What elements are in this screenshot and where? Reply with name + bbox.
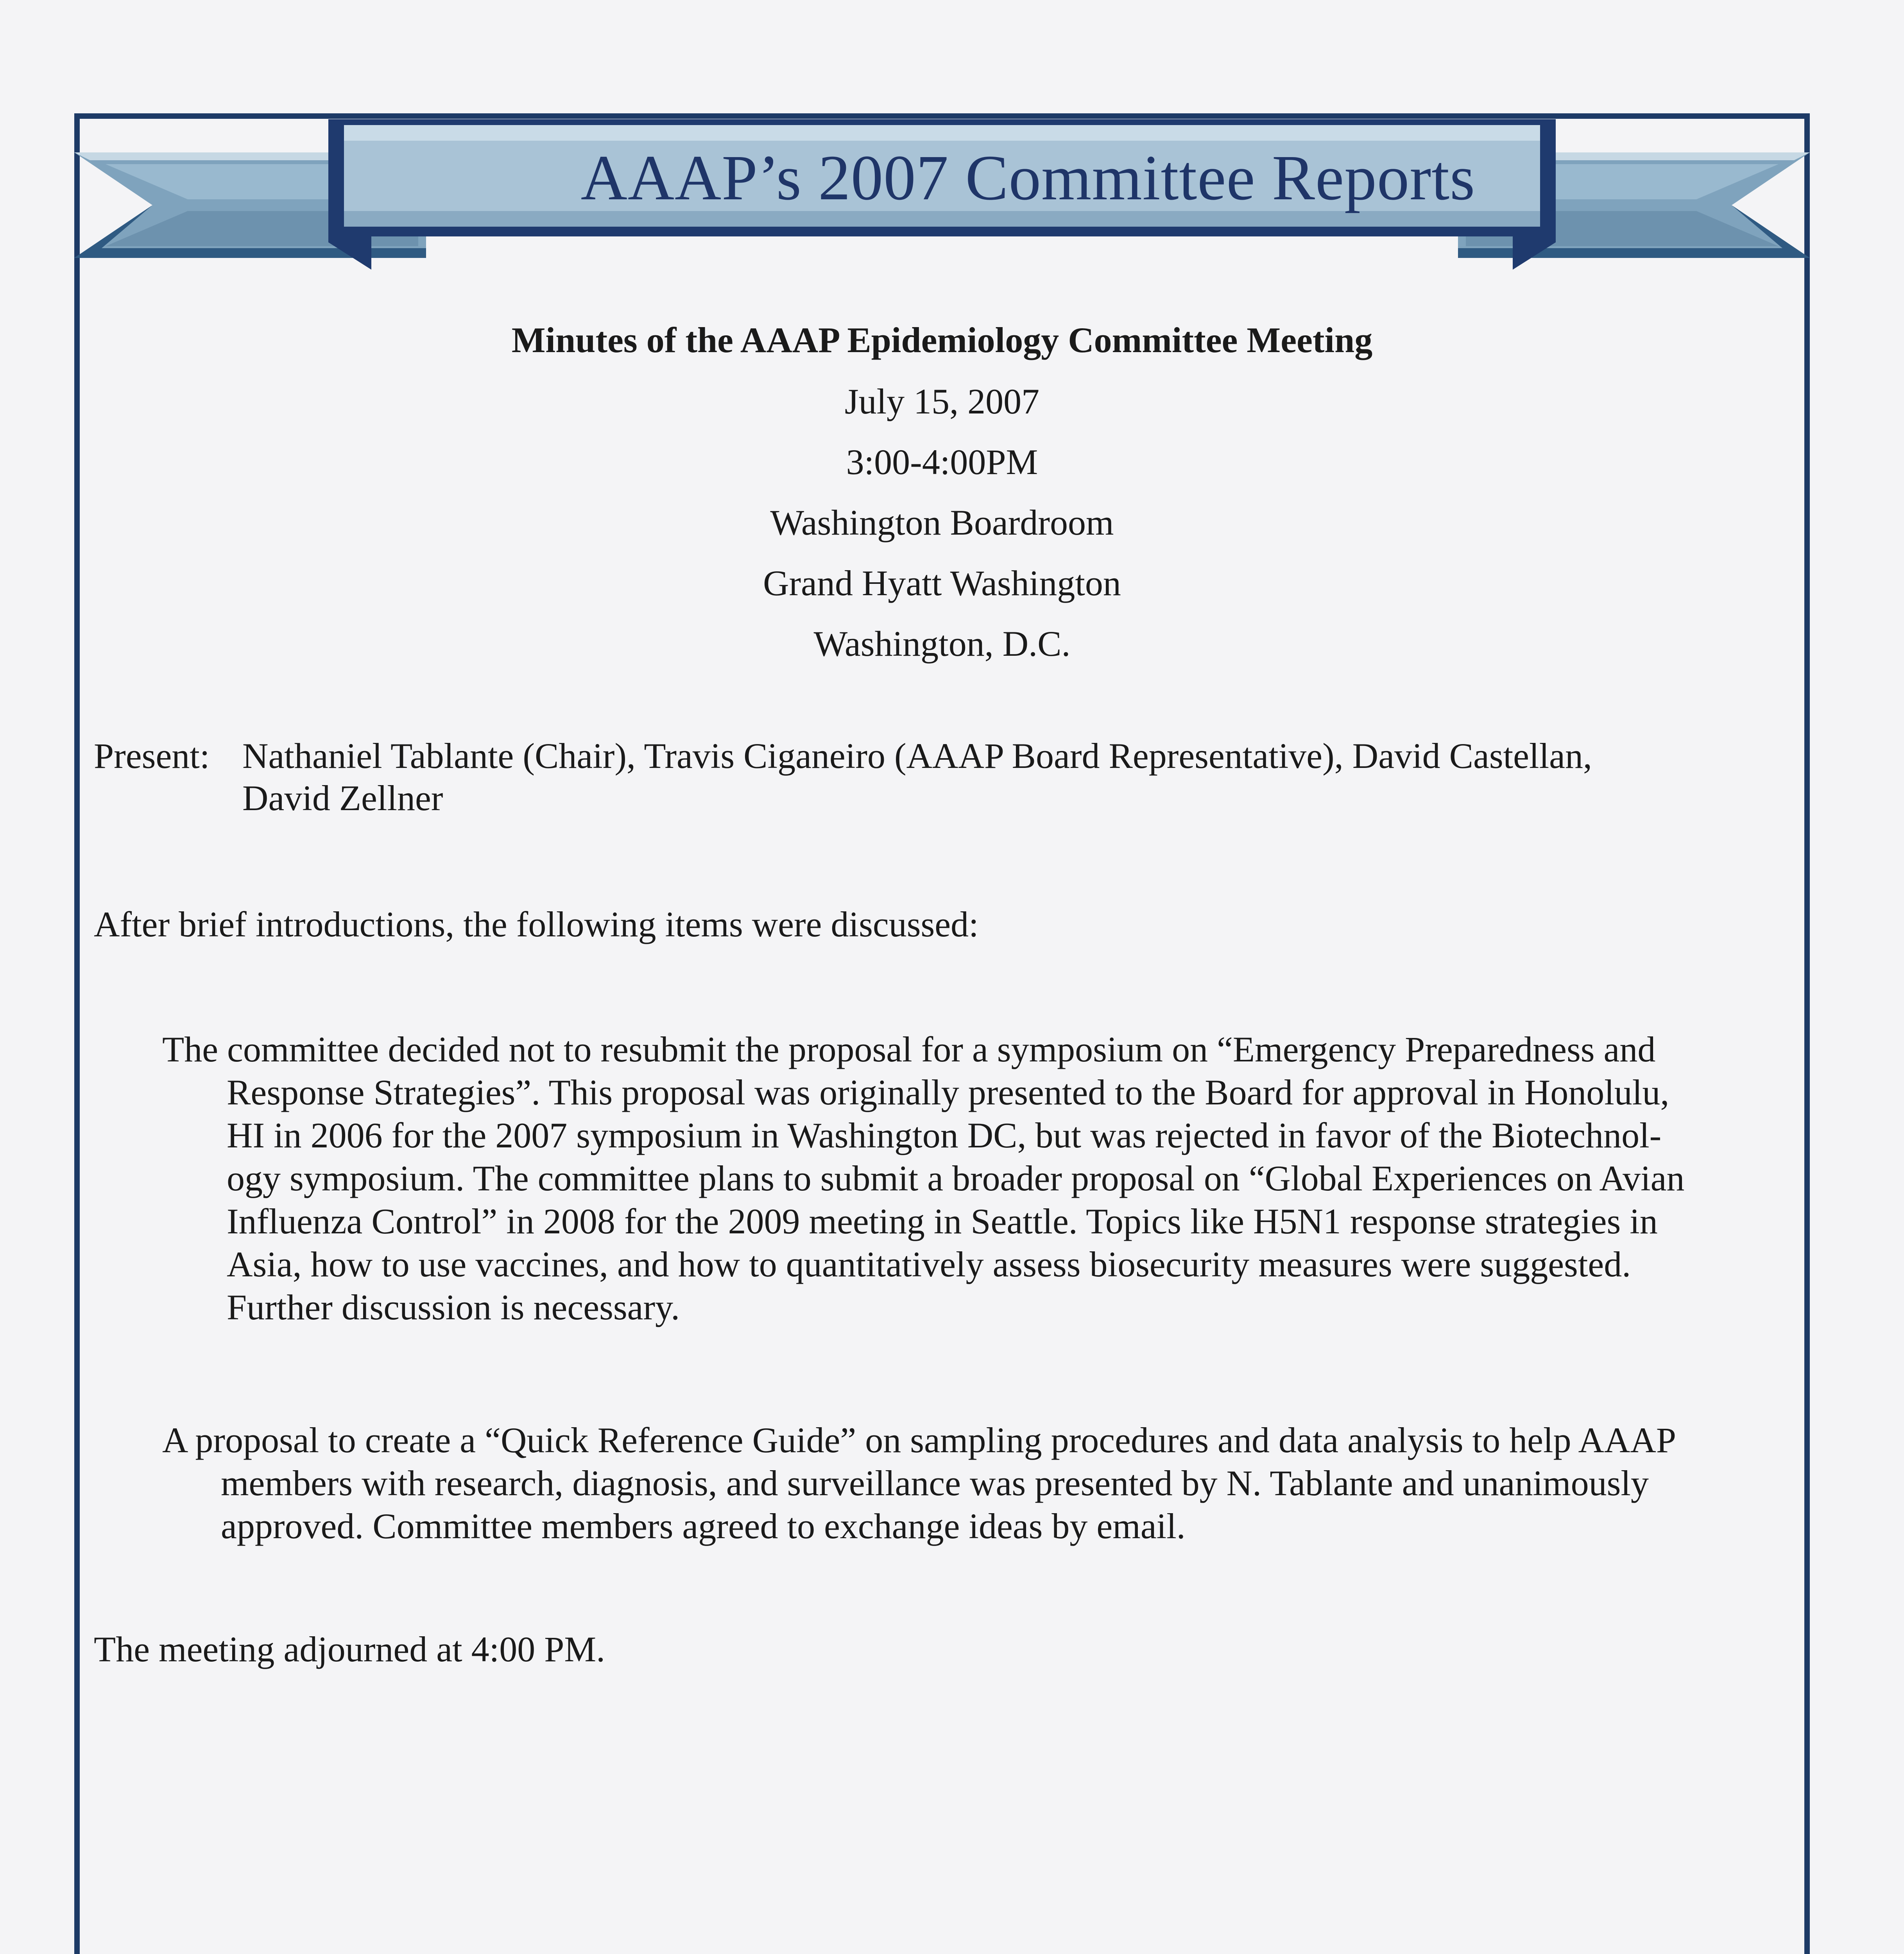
attendees-list [242, 735, 1775, 819]
meeting-city: Washington, D.C. [813, 624, 1071, 664]
discussion-item-1-line: ogy symposium. The committee plans to submit a broader proposal on “Global Experiences on Avian [227, 1158, 1685, 1198]
discussion-item-2-line: A proposal to create a “Quick Reference Guide” on sampling procedures and data analysis to help AAAP [162, 1420, 1676, 1460]
banner-title: AAAP’s 2007 Committee Reports [580, 142, 1476, 213]
discussion-item-1-line: The committee decided not to resubmit the proposal for a symposium on “Emergency Preparedness and [162, 1029, 1656, 1069]
header-banner [74, 113, 1810, 270]
meeting-room: Washington Boardroom [770, 503, 1114, 542]
attendees-line-2: David Zellner [242, 778, 443, 818]
meeting-heading [74, 309, 1810, 674]
discussion-item-1-line: Response Strategies”. This proposal was originally presented to the Board for approval in Honolulu, [227, 1072, 1669, 1112]
meeting-title: Minutes of the AAAP Epidemiology Committee Meeting [511, 320, 1373, 360]
discussion-item-1 [162, 1028, 1794, 1329]
discussion-item-2 [162, 1419, 1794, 1548]
intro-paragraph: After brief introductions, the following items were discussed: [94, 904, 979, 944]
discussion-item-1-line: Further discussion is necessary. [227, 1287, 680, 1327]
meeting-date: July 15, 2007 [844, 381, 1040, 421]
discussion-item-1-line: Asia, how to use vaccines, and how to quantitatively assess biosecurity measures were suggested. [227, 1244, 1631, 1284]
meeting-venue: Grand Hyatt Washington [763, 563, 1121, 603]
attendees-label: Present: [94, 736, 210, 776]
adjournment-note: The meeting adjourned at 4:00 PM. [94, 1629, 605, 1669]
meeting-time: 3:00-4:00PM [846, 442, 1038, 482]
discussion-item-2-line: approved. Committee members agreed to exchange ideas by email. [221, 1506, 1186, 1546]
discussion-item-2-line: members with research, diagnosis, and surveillance was presented by N. Tablante and unanimously [221, 1463, 1649, 1503]
discussion-item-1-line: HI in 2006 for the 2007 symposium in Washington DC, but was rejected in favor of the Biotechnol- [227, 1115, 1662, 1155]
attendees-line-1: Nathaniel Tablante (Chair), Travis Ciganeiro (AAAP Board Representative), David Castellan, [242, 736, 1592, 776]
discussion-item-1-line: Influenza Control” in 2008 for the 2009 meeting in Seattle. Topics like H5N1 response strategies in [227, 1201, 1658, 1241]
